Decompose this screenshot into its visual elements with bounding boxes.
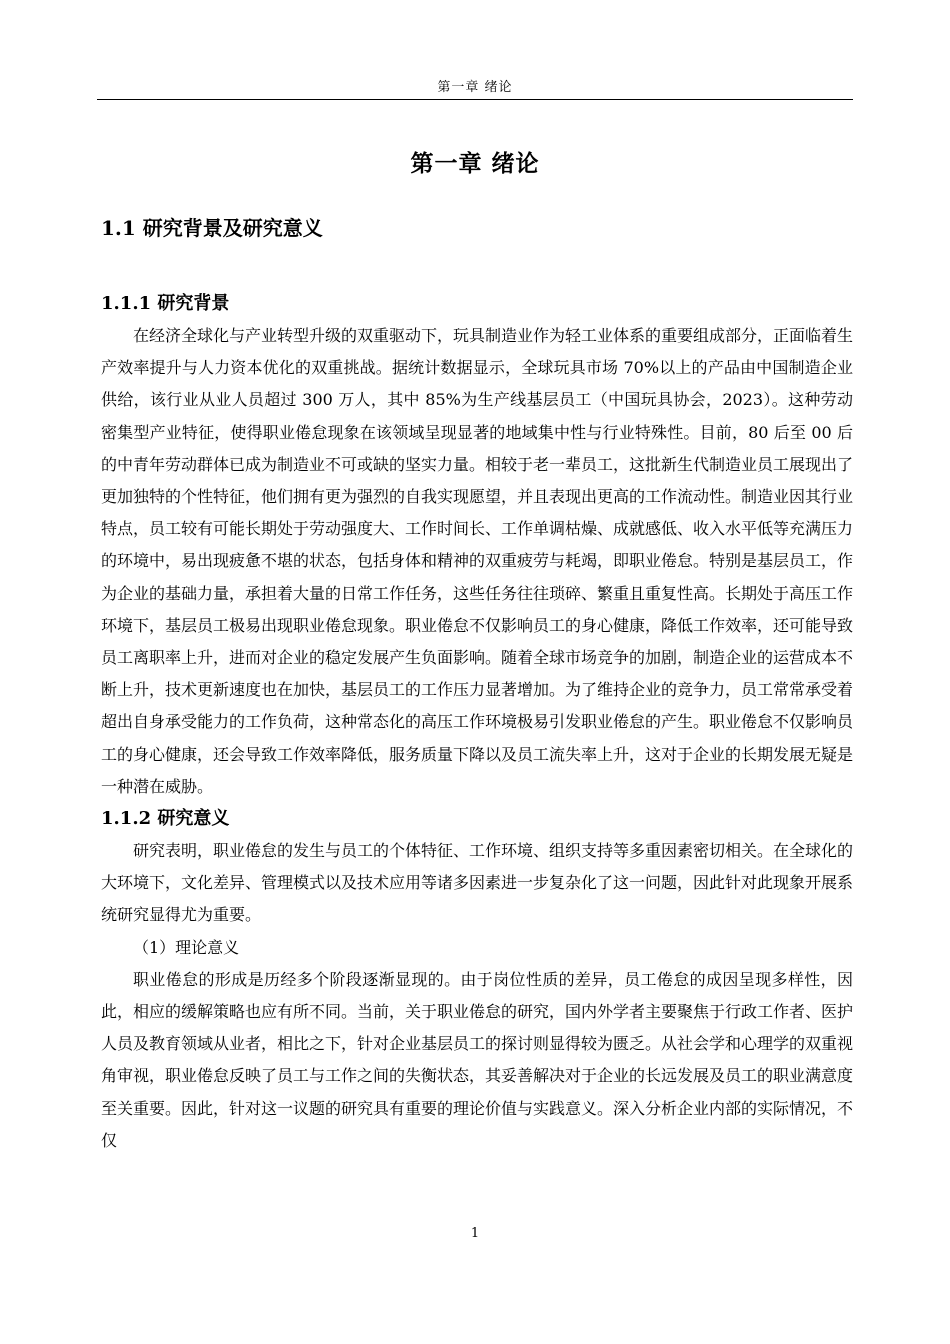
page-number: 1 (470, 1226, 480, 1241)
paragraph-research-background: 在经济全球化与产业转型升级的双重驱动下，玩具制造业作为轻工业体系的重要组成部分，正面临着生产效率提升与人力资本优化的双重挑战。据统计数据显示，全球玩具市场 70%以上的产品由中国制造企业供给，该行业从业人员超过 300 万人，其中 85%为生产线基层员工（中国玩具协会，2023）。这种劳动密集型产业特征，使得职业倦怠现象在该领域呈现显著的地域集中性与行业特殊性。目前，80 后至 00 后的中青年劳动群体已成为制造业不可或缺的坚实力量。相较于老一辈员工，这批新生代制造业员工展现出了更加独特的个性特征，他们拥有更为强烈的自我实现愿望，并且表现出更高的工作流动性。制造业因其行业特点，员工较有可能长期处于劳动强度大、工作时间长、工作单调枯燥、成就感低、收入水平低等充满压力的环境中，易出现疲惫不堪的状态，包括身体和精神的双重疲劳与耗竭，即职业倦怠。特别是基层员工，作为企业的基础力量，承担着大量的日常工作任务，这些任务往往琐碎、繁重且重复性高。长期处于高压工作环境下，基层员工极易出现职业倦怠现象。职业倦怠不仅影响员工的身心健康，降低工作效率，还可能导致员工离职率上升，进而对企业的稳定发展产生负面影响。随着全球市场竞争的加剧，制造企业的运营成本不断上升，技术更新速度也在加快，基层员工的工作压力显著增加。为了维持企业的竞争力，员工常常承受着超出自身承受能力的工作负荷，这种常态化的高压工作环境极易引发职业倦怠的产生。职业倦怠不仅影响员工的身心健康，还会导致工作效率降低，服务质量下降以及员工流失率上升，这对于企业的长期发展无疑是一种潜在威胁。 (101, 326, 854, 796)
running-header: 第一章 绪论 (437, 80, 513, 95)
paragraph-research-significance: 研究表明，职业倦怠的发生与员工的个体特征、工作环境、组织支持等多重因素密切相关。在全球化的大环境下，文化差异、管理模式以及技术应用等诸多因素进一步复杂化了这一问题，因此针对此现象开展系统研究显得尤为重要。 (101, 841, 854, 925)
sub-heading-theoretical-significance: （1）理论意义 (133, 937, 240, 957)
header-rule (97, 99, 853, 100)
page-body (101, 212, 853, 1157)
section-heading-1-1-1: 1.1.1 研究背景 (101, 293, 230, 314)
section-heading-1-1-2: 1.1.2 研究意义 (101, 808, 230, 830)
chapter-title: 第一章 绪论 (410, 150, 540, 177)
section-heading-1-1: 1.1 研究背景及研究意义 (101, 216, 323, 240)
paragraph-theoretical-significance: 职业倦怠的形成是历经多个阶段逐渐显现的。由于岗位性质的差异，员工倦怠的成因呈现多样性，因此，相应的缓解策略也应有所不同。当前，关于职业倦怠的研究，国内外学者主要聚焦于行政工作者、医护人员及教育领域从业者，相比之下，针对企业基层员工的探讨则显得较为匮乏。从社会学和心理学的双重视角审视，职业倦怠反映了员工与工作之间的失衡状态，其妥善解决对于企业的长远发展及员工的职业满意度至关重要。因此，针对这一议题的研究具有重要的理论价值与实践意义。深入分析企业内部的实际情况，不仅 (101, 969, 854, 1150)
